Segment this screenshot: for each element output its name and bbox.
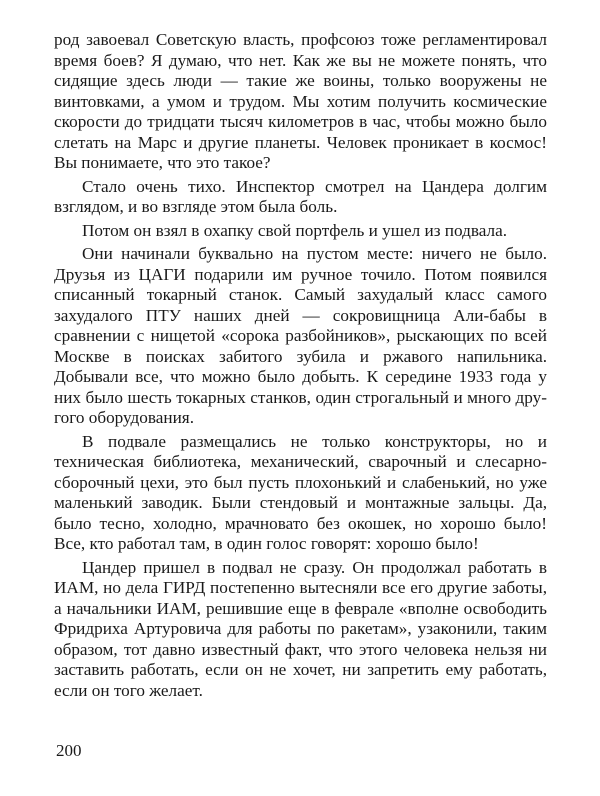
page-number: 200 (56, 741, 82, 760)
page-body (54, 30, 547, 701)
paragraph-1: род завоевал Советскую власть, профсоюз тоже регламентировал время боев? Я думаю, что нет. Как же вы не можете понять, что сидящие здесь люди — такие же воины, только вооружены не винтовками, а умом и трудом. Мы хотим получить космические скорости до тридцати тысяч километров в час, чтобы можно было слетать на Марс и другие планеты. Человек проникает в космос! Вы понимаете, что это такое? (54, 30, 547, 172)
paragraph-5: В подвале размещались не только конструкторы, но и техническая библиотека, механический, сварочный и слесарно-сборочный цехи, это был пусть плохонький и слабенький, но уже маленький заводик. Были стендовый и монтажные зальцы. Да, было тесно, холодно, мрачновато без окошек, но хорошо было! Все, кто работал там, в один голос говорят: хорошо было! (54, 431, 547, 553)
paragraph-2: Стало очень тихо. Инспектор смотрел на Цандера долгим взглядом, и во взгляде этом была боль. (54, 176, 547, 216)
paragraph-3: Потом он взял в охапку свой портфель и ушел из подвала. (82, 220, 508, 240)
paragraph-6: Цандер пришел в подвал не сразу. Он продолжал работать в ИАМ, но дела ГИРД постепенно вытесняли все его другие заботы, а начальники ИАМ, решившие еще в феврале «вполне освободить Фридриха Артуровича для работы по ракетам», узаконили, таким образом, тот давно известный факт, что этого человека нельзя ни заставить работать, если он не хочет, ни запретить ему работать, если он того желает. (54, 557, 547, 700)
paragraph-4: Они начинали буквально на пустом месте: ничего не было. Друзья из ЦАГИ подарили им ручное точило. Потом появился списанный токарный станок. Самый захудалый класс самого захудалого ПТУ наших дней — сокровищница Али-бабы в сравнении с нищетой «сорока разбойников», рыскающих по всей Москве в поисках забитого зубила и ржавого напильника. Добывали все, что можно было добыть. К середине 1933 года у них было шесть токарных станков, один строгальный и много другого оборудования. (54, 244, 547, 427)
